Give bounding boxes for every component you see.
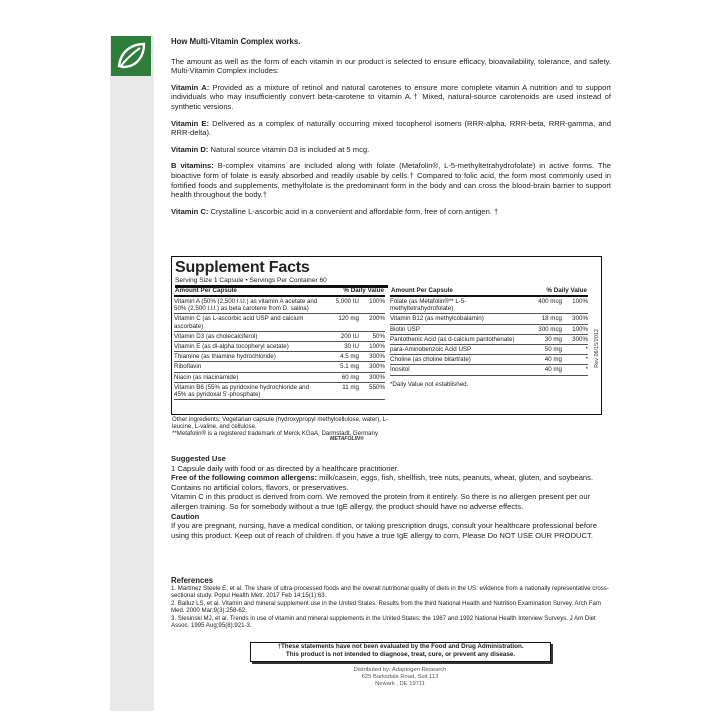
nutrient-name: Thiamine (as thiamine hydrochloride) (174, 353, 276, 361)
allergens-label: Free of the following common allergens: (171, 473, 317, 483)
nutrient-amount: 5,000 IU (335, 298, 359, 305)
nutrient-amount: 40 mg (544, 366, 562, 374)
facts-row (174, 314, 385, 331)
amount-header: Amount Per Capsule (175, 287, 237, 294)
distributor-address: 625 Barksdale Road, Suit 113 (361, 674, 439, 680)
facts-row (390, 314, 588, 324)
leaf-icon (111, 36, 151, 76)
nutrient-amount: 18 mcg (541, 315, 562, 323)
vitamin-d-text: Natural source vitamin D3 is included at 5 mcg. (208, 144, 370, 154)
facts-row (390, 297, 588, 314)
nutrient-name: Biotin USP (390, 325, 420, 333)
nutrient-name: Niacin (as niacinamide) (174, 373, 239, 381)
nutrient-name: Vitamin B6 (55% as pyridoxine hydrochloride and 45% as pyridoxal 5'-phosphate) (174, 383, 310, 399)
nutrient-daily-value: 300% (369, 363, 385, 371)
nutrient-daily-value: * (585, 346, 588, 354)
b-vitamins-label: B vitamins: (171, 161, 214, 171)
nutrient-name: Choline (as choline bitartrate) (390, 356, 471, 364)
nutrient-amount: 120 mg (338, 315, 359, 323)
nutrient-name: para-Aminobenzoic Acid USP (390, 346, 472, 354)
nutrient-name: Vitamin C (as L-ascorbic acid USP and calcium ascorbate) (174, 315, 304, 330)
nutrient-name: Inositol (390, 366, 410, 374)
caution-text: If you are pregnant, nursing, have a medical condition, or taking prescription drugs, consult your healthcare professional before using this product. Keep out of reach of children. If you have a true IgE allergy to corn, Please Do NOT USE OUR PRODUCT. (171, 521, 597, 540)
vitamin-d-label: Vitamin D: (171, 144, 209, 154)
nutrient-daily-value: 100% (369, 298, 385, 305)
fda-disclaimer (250, 642, 551, 662)
nutrient-daily-value: * (585, 356, 588, 364)
supplement-facts-panel (171, 256, 602, 415)
nutrient-amount: 40 mg (544, 356, 562, 364)
facts-row (174, 332, 385, 342)
b-vitamins-text: B-complex vitamins are included along with folate (Metafolin®, L-5-methyltetrahydrofolate) in active forms. The bioactive form of folate is easily absorbed and readily usable by cells.† Compared to folic acid, the form most commonly used in fortified foods and supplements, methylfolate is the predominant form in the body and can cross the blood-brain barrier to support health throughout the body.† (171, 161, 611, 200)
reference-item: 2. Balluz LS, et al. Vitamin and mineral supplement use in the United States. Results from the third National Health and Nutrition Examination Survey. Arch Fam Med. 2000 Mar;9(3):258-62. (171, 599, 601, 615)
page-title: How Multi-Vitamin Complex works. (171, 37, 301, 46)
reference-item: 3. Slesinski MJ, et al. Trends in use of vitamin and mineral supplements in the United States: the 1987 and 1992 National Health Interview Surveys. J Am Diet Assoc. 1995 Aug;95(8):921-3. (171, 614, 596, 630)
facts-row (390, 355, 588, 365)
nutrient-amount: 300 mcg (538, 325, 562, 333)
allergens-text: milk/casein, eggs, fish, shellfish, tree nuts, peanuts, wheat, gluten, and soybeans. Contains no artificial colors, flavors, or preservatives. (171, 473, 594, 492)
nutrient-amount: 30 mg (544, 335, 562, 343)
facts-row (174, 362, 385, 372)
other-ingredients-text: Other ingredients: Vegetarian capsule (hydroxypropyl methylcellulose, water), L-leucine, L-valine, and cellulose. (172, 416, 389, 430)
nutrient-daily-value: 50% (372, 332, 385, 340)
daily-value-header: % Daily Value (343, 287, 384, 294)
corn-note: Vitamin C in this product is derived from corn. We removed the protein from it entirely. So there is no allergen present per our allergen training. So for somebody without a true IgE allergy, the product should have no adverse effects. (171, 492, 591, 511)
nutrient-daily-value: 100% (572, 298, 588, 305)
distributor-info (300, 667, 500, 688)
facts-row (390, 335, 588, 345)
vitamin-e-label: Vitamin E: (171, 118, 210, 128)
nutrient-daily-value: 200% (369, 315, 385, 323)
nutrient-name: Vitamin D3 (as cholecalciferol) (174, 332, 258, 340)
references-section (171, 576, 611, 629)
facts-row (174, 383, 385, 400)
caution-title: Caution (171, 511, 200, 521)
nutrient-amount: 400 mcg (538, 298, 562, 305)
nutrient-name: Vitamin E (as dl-alpha tocopheryl acetate) (174, 343, 289, 351)
metafolin-logo: METAFOLIN® (330, 436, 364, 442)
nutrient-amount: 4.5 mg (340, 353, 359, 361)
nutrient-daily-value: 100% (572, 325, 588, 333)
intro-paragraph: The amount as well as the form of each vitamin in our product is selected to ensure efficacy, bioavailability, tolerance, and safety. Multi-Vitamin Complex includes: (171, 56, 611, 76)
facts-left-column (174, 287, 385, 400)
nutrient-name: Riboflavin (174, 363, 202, 371)
nutrient-name: Folate (as Metafolin®** L-5-methyltetrahydrofolate) (390, 298, 467, 313)
reference-item: 1. Martínez Steele E, et al. The share of ultra-processed foods and the overall nutritional quality of diets in the US: evidence from a nationally representative cross-sectional study. Popul Health Metr. 2017 Feb 14;15(1):63. (171, 585, 609, 600)
nutrient-amount: 50 mg (544, 346, 562, 354)
nutrient-daily-value: 300% (369, 353, 385, 361)
facts-row (390, 365, 588, 375)
facts-row (174, 373, 385, 383)
usage-section (171, 454, 611, 540)
facts-row (174, 297, 385, 314)
disclaimer-line-2: This product is not intended to diagnose, treat, cure, or prevent any disease. (285, 651, 516, 658)
other-ingredients (172, 416, 392, 437)
distributor-name: Distributed by: Adaptogen Research (353, 667, 447, 673)
facts-header-left (174, 287, 385, 297)
vitamin-c-text: Crystalline L-ascorbic acid in a convenient and affordable form, free of corn antigen. † (208, 206, 499, 216)
facts-row (390, 345, 588, 355)
trademark-note: **Metafolin® is a registered trademark of Merck KGaA, Darmstadt, Germany (172, 430, 378, 437)
references-title: References (171, 576, 214, 585)
nutrient-daily-value: 100% (369, 343, 385, 351)
suggested-use-title: Suggested Use (171, 454, 226, 463)
distributor-city: Newark , DE 19711 (375, 681, 425, 687)
vitamin-e-text: Delivered as a complex of naturally occurring mixed tocopherol isomers (RRR-alpha, RRR-beta, RRR-gamma, and RRR-delta). (171, 118, 611, 138)
nutrient-daily-value: * (585, 366, 588, 374)
vitamin-c-paragraph (171, 207, 611, 217)
nutrient-daily-value: 300% (369, 373, 385, 381)
vitamin-a-label: Vitamin A: (171, 82, 210, 92)
amount-header: Amount Per Capsule (391, 287, 453, 294)
nutrient-name: Vitamin B12 (as methylcobalamin) (390, 315, 484, 323)
nutrient-amount: 60 mg (341, 373, 359, 381)
facts-right-column (390, 287, 588, 388)
allergens-paragraph (171, 473, 611, 492)
vitamin-d-paragraph (171, 145, 611, 155)
vitamin-a-paragraph (171, 83, 611, 112)
nutrient-amount: 30 IU (344, 343, 359, 351)
vitamin-c-label: Vitamin C: (171, 206, 209, 216)
disclaimer-line-1: †These statements have not been evaluated by the Food and Drug Administration. (277, 643, 524, 650)
facts-header-right (390, 287, 588, 297)
daily-value-note: *Daily Value not established. (390, 380, 469, 388)
facts-row (390, 325, 588, 335)
facts-row (174, 342, 385, 352)
nutrient-daily-value: 300% (572, 335, 588, 343)
b-vitamins-paragraph (171, 161, 611, 199)
supplement-facts-title: Supplement Facts (175, 259, 310, 276)
vitamin-a-text: Provided as a mixture of retinol and natural carotenes to ensure more complete vitamin A nutrition and to support individuals who may insufficiently convert beta-carotene to vitamin A.† Mixed, natural-source carotenoids are used instead of synthetic versions. (171, 82, 611, 111)
suggested-use-text: 1 Capsule daily with food or as directed by a healthcare practitioner. (171, 463, 399, 473)
vitamin-e-paragraph (171, 119, 611, 138)
nutrient-name: Vitamin A (50% (2,500 I.U.) as vitamin A acetate and 50% (2,500 I.U.) as beta carotene from D. salina) (174, 298, 318, 313)
nutrient-amount: 5.1 mg (340, 363, 359, 371)
nutrient-daily-value: 300% (572, 315, 588, 323)
nutrient-amount: 200 IU (340, 332, 359, 340)
nutrient-amount: 11 mg (342, 383, 359, 391)
left-sidebar-bar (110, 36, 154, 711)
nutrient-daily-value: 550% (369, 383, 385, 391)
daily-value-header: % Daily Value (546, 287, 587, 294)
nutrient-name: Pantothenic Acid (as d-calcium pantothenate) (390, 335, 515, 343)
intro-section (171, 37, 611, 223)
serving-info: Serving Size 1 Capsule • Servings Per Container 60 (175, 277, 388, 288)
facts-row (174, 352, 385, 362)
brand-logo (111, 36, 151, 76)
revision-code: Rev 06/15/2012 (594, 329, 600, 368)
